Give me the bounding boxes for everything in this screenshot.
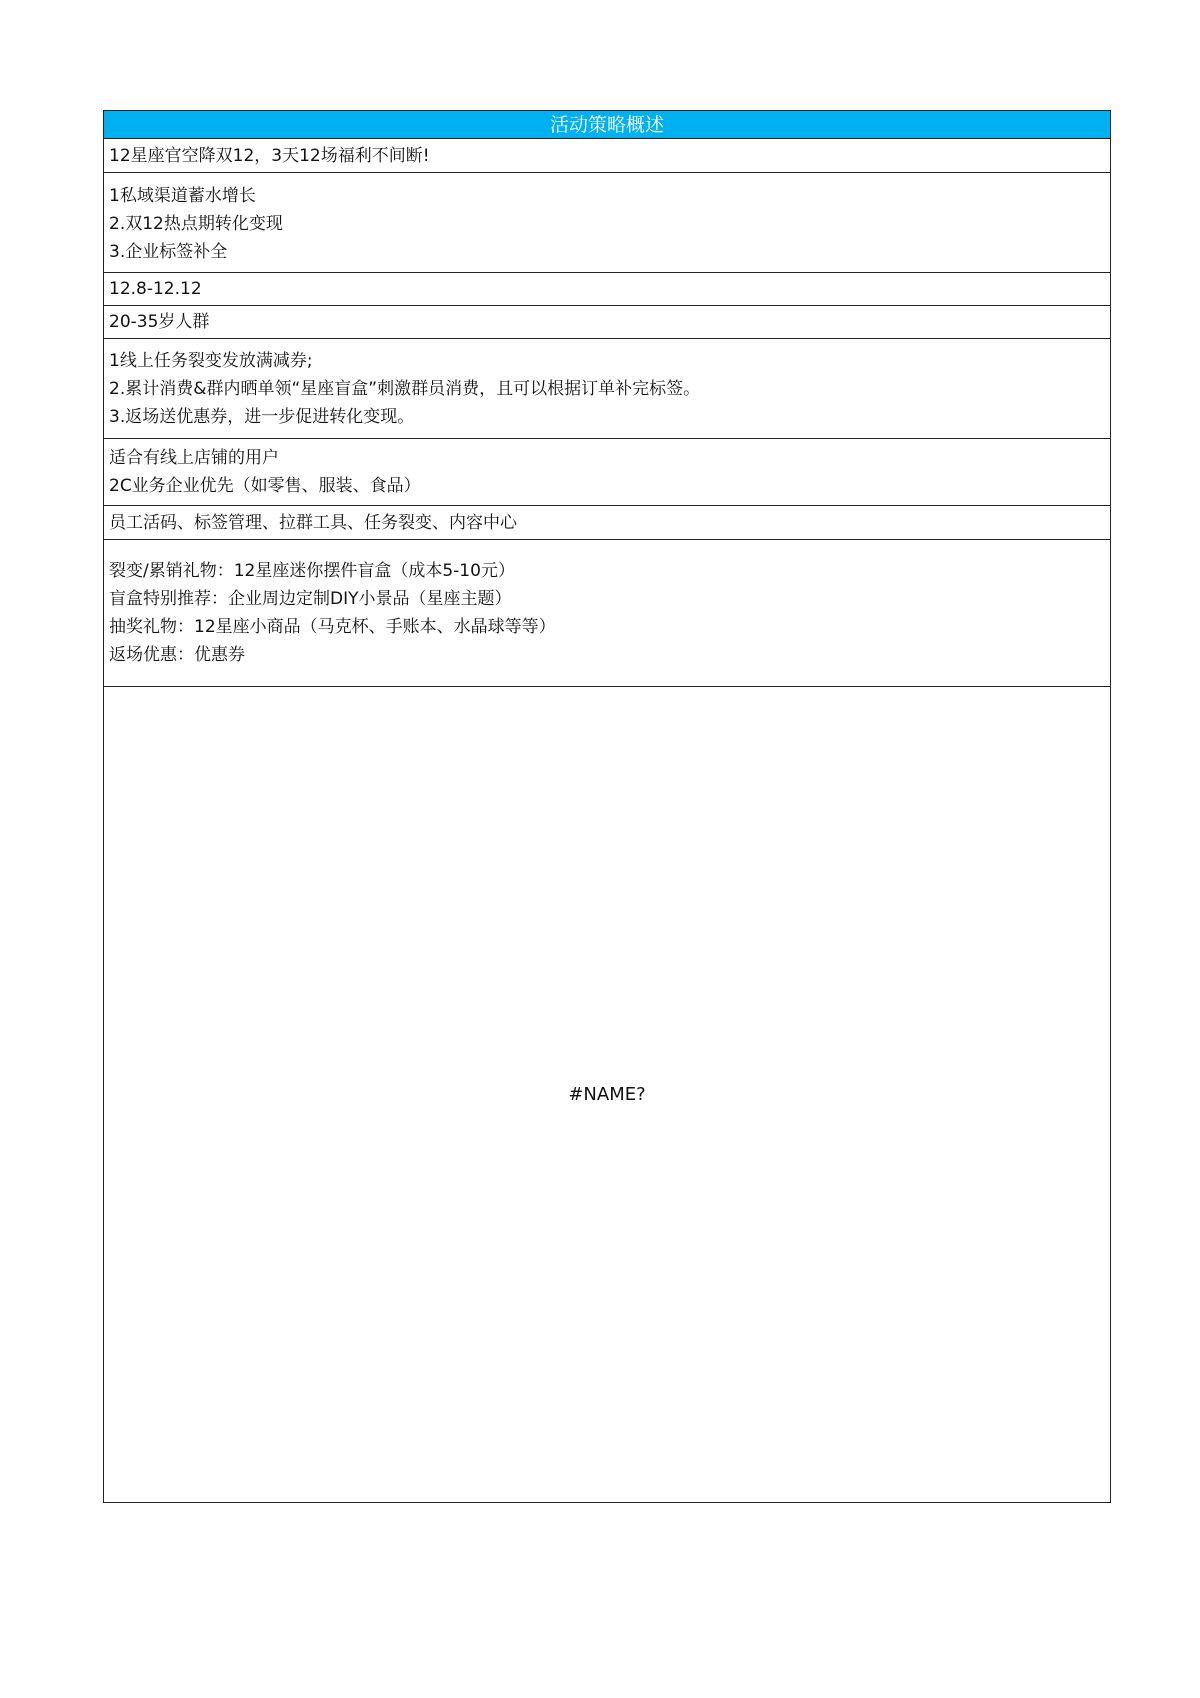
- gift-line: 裂变/累销礼物：12星座迷你摆件盲盒（成本5-10元）: [109, 561, 515, 581]
- gift-line: 抽奖礼物：12星座小商品（马克杯、手账本、水晶球等等）: [109, 617, 556, 637]
- strategy-sheet: [103, 110, 1111, 1503]
- audience-text: 20-35岁人群: [109, 312, 210, 332]
- slogan-row: [104, 139, 1110, 173]
- image-placeholder-cell: [104, 687, 1110, 1502]
- audience-row: [104, 306, 1110, 339]
- gift-line: 返场优惠：优惠券: [109, 645, 245, 665]
- sheet-title: 活动策略概述: [104, 111, 1110, 139]
- suitable-row: [104, 439, 1110, 506]
- tools-text: 员工活码、标签管理、拉群工具、任务裂变、内容中心: [109, 512, 517, 533]
- strategy-line: 2.累计消费&群内晒单领“星座盲盒”刺激群员消费，且可以根据订单补完标签。: [109, 378, 701, 399]
- strategy-line: 3.返场送优惠券，进一步促进转化变现。: [109, 406, 415, 427]
- name-error-text: #NAME?: [568, 1084, 646, 1105]
- goal-line: 1私域渠道蓄水增长: [109, 185, 256, 206]
- goal-line: 3.企业标签补全: [109, 241, 228, 262]
- suitable-line: 2C业务企业优先（如零售、服装、食品）: [109, 476, 421, 496]
- slogan-text: 12星座官空降双12，3天12场福利不间断!: [109, 145, 430, 166]
- suitable-line: 适合有线上店铺的用户: [109, 448, 279, 468]
- strategy-line: 1线上任务裂变发放满减券;: [109, 350, 313, 371]
- gift-line: 盲盒特别推荐：企业周边定制DIY小景品（星座主题）: [109, 589, 512, 609]
- gifts-row: [104, 540, 1110, 687]
- tools-row: [104, 506, 1110, 540]
- goal-line: 2.双12热点期转化变现: [109, 213, 283, 234]
- period-row: [104, 273, 1110, 306]
- strategy-row: [104, 339, 1110, 439]
- goals-row: [104, 173, 1110, 273]
- period-text: 12.8-12.12: [109, 279, 202, 299]
